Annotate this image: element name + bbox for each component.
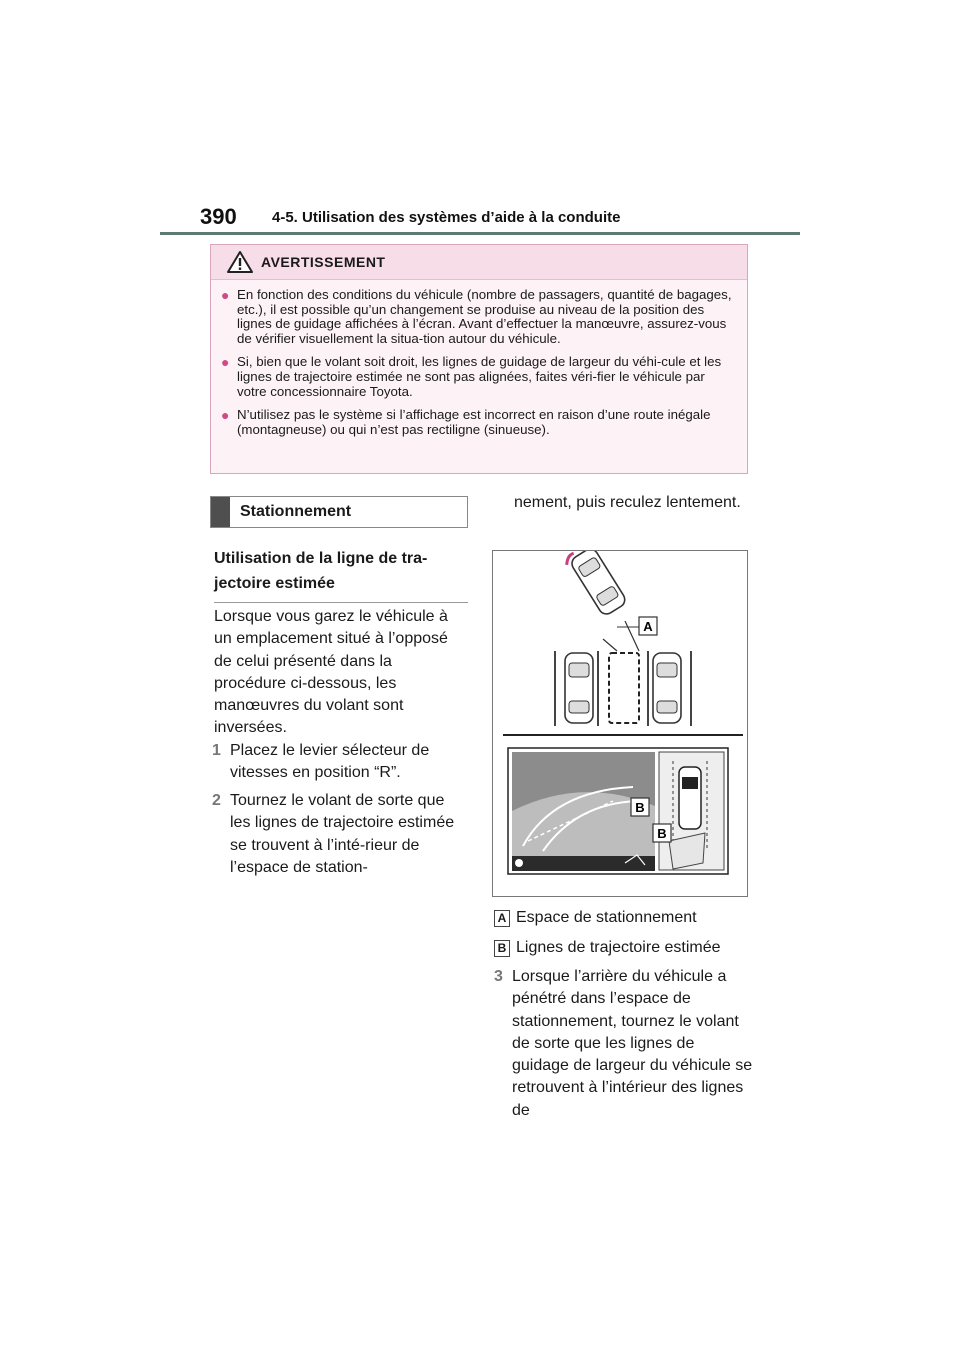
reversing-car	[563, 551, 636, 619]
warning-text: Si, bien que le volant soit droit, les lignes de guidage de largeur du véhi-cule et les lignes de trajectoire estimée ne sont pas alignées, faites véri-fier le véhicule par votre concessionnaire Toyota.	[237, 354, 722, 399]
warning-box	[210, 244, 748, 474]
page-number: 390	[200, 204, 237, 229]
section-heading	[210, 496, 468, 528]
section-title: 4-5. Utilisation des systèmes d’aide à la conduite	[272, 209, 621, 226]
step-2-continued: nement, puis reculez lentement.	[514, 494, 741, 511]
heading-text: Stationnement	[240, 503, 352, 520]
header-rule	[160, 232, 800, 235]
step-text: Tournez le volant de sorte que les lignes de trajectoire estimée se trouvent à l’inté-rieur de l’espace de station-	[230, 792, 455, 876]
callout-b2-label: B	[657, 826, 667, 841]
bullet-icon: ●	[221, 287, 230, 303]
warning-list	[211, 280, 747, 437]
legend-key: B	[494, 940, 510, 957]
legend-text: Espace de stationnement	[516, 909, 697, 926]
parking-space-outline	[609, 653, 639, 723]
warning-header	[211, 245, 747, 280]
heading-marker	[211, 497, 230, 527]
step-text: Placez le levier sélecteur de vitesses en position “R”.	[230, 742, 430, 782]
step-text: Lorsque l’arrière du véhicule a pénétré dans l’espace de stationnement, tournez le volant de sorte que les lignes de guidage de largeur du véhicule se retrouvent à l’intérieur des lignes de	[512, 968, 753, 1119]
step-number: 3	[494, 968, 503, 985]
legend-text: Lignes de trajectoire estimée	[516, 939, 721, 956]
legend-item-a	[494, 907, 697, 929]
intro-paragraph: Lorsque vous garez le véhicule à un emplacement situé à l’opposé de celui présenté dans la procédure ci-dessous, les manœuvres du volant sont inversées.	[214, 608, 448, 737]
list-item	[221, 408, 735, 437]
step-number: 2	[212, 792, 221, 809]
warning-triangle-icon	[227, 250, 253, 274]
parked-car-left	[565, 653, 593, 723]
callout-a-label: A	[643, 619, 653, 634]
step-2	[212, 790, 468, 879]
parking-illustration	[492, 550, 748, 897]
list-item	[221, 355, 735, 399]
list-item	[221, 288, 735, 346]
step-1	[212, 740, 468, 785]
bullet-icon: ●	[221, 407, 230, 424]
subheading: Utilisation de la ligne de tra-jectoire estimée	[214, 546, 468, 603]
step-3	[494, 966, 754, 1122]
callout-b-label: B	[635, 800, 645, 815]
bullet-icon: ●	[221, 354, 230, 371]
warning-text: En fonction des conditions du véhicule (nombre de passagers, quantité de bagages, etc.), il est possible qu’un changement se produise au niveau de la position des lignes de guidage affichées à l’écran. Avant d’effectuer la manœuvre, assurez-vous de vérifier visuellement la situa-tion autour du véhicule.	[237, 287, 732, 346]
camera-display	[508, 748, 728, 874]
warning-text: N’utilisez pas le système si l’affichage est incorrect en raison d’une route inégale (montagneuse) ou qui n’est pas rectiligne (sinueuse).	[237, 407, 711, 437]
step-number: 1	[212, 742, 221, 759]
parking-diagram	[493, 551, 747, 896]
warning-title: AVERTISSEMENT	[261, 254, 386, 270]
legend-key: A	[494, 910, 510, 927]
parked-car-right	[653, 653, 681, 723]
legend-item-b	[494, 937, 721, 959]
